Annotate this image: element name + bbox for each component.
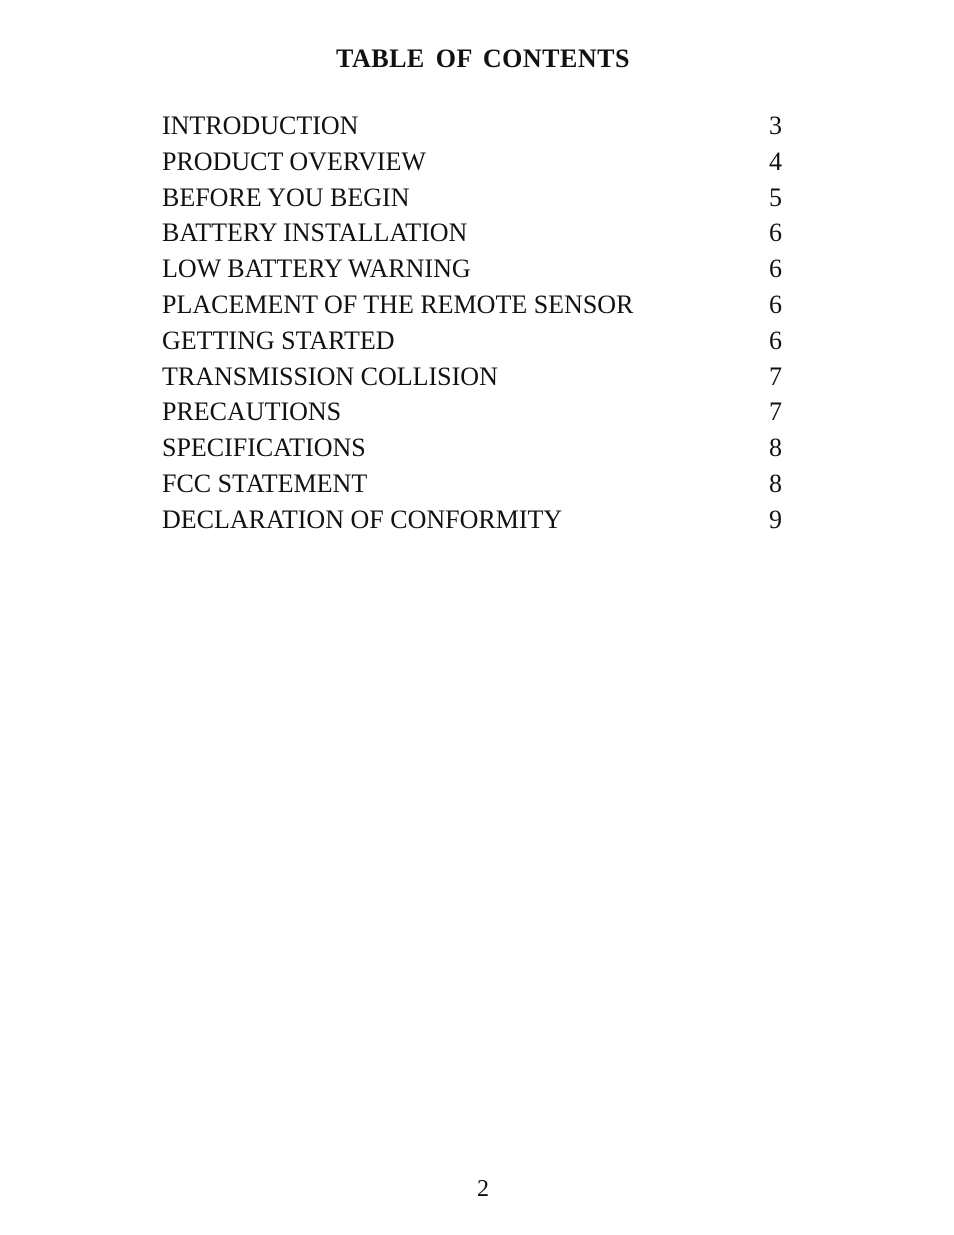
toc-entry-label: BEFORE YOU BEGIN [162,182,410,212]
page-title: TABLE OF CONTENTS [336,44,630,73]
toc-entry-label: DECLARATION OF CONFORMITY [162,504,563,534]
toc-entry-page: 8 [769,433,782,463]
toc-entry-label: SPECIFICATIONS [162,433,366,463]
toc-entry-page: 4 [769,146,782,176]
toc-entry-page: 7 [769,397,782,427]
toc-entry-specifications [162,430,782,466]
toc-entry-before-you-begin [162,180,782,216]
toc-entry-page: 6 [769,325,782,355]
toc-entry-label: PLACEMENT OF THE REMOTE SENSOR [162,289,634,319]
toc-entry-placement-of-the-remote-sensor [162,287,782,323]
toc-entry-introduction [162,108,782,144]
toc-entry-battery-installation [162,215,782,251]
toc-entry-page: 6 [769,289,782,319]
toc-entry-precautions [162,394,782,430]
toc-entry-label: BATTERY INSTALLATION [162,218,468,248]
toc-entry-page: 8 [769,468,782,498]
toc-entry-transmission-collision [162,359,782,395]
toc-entry-label: INTRODUCTION [162,111,359,140]
toc-entry-page: 7 [769,361,782,391]
toc-entry-label: PRECAUTIONS [162,397,342,427]
page-number: 2 [477,1176,489,1202]
toc-entry-page: 6 [769,218,782,248]
table-of-contents [162,108,782,538]
toc-entry-page: 3 [769,111,782,140]
toc-entry-label: LOW BATTERY WARNING [162,254,471,284]
toc-entry-label: TRANSMISSION COLLISION [162,361,498,391]
toc-entry-declaration-of-conformity [162,502,782,538]
toc-entry-product-overview [162,144,782,180]
toc-entry-label: FCC STATEMENT [162,468,368,498]
toc-entry-page: 5 [769,182,782,212]
toc-entry-low-battery-warning [162,251,782,287]
toc-entry-page: 6 [769,254,782,284]
toc-entry-label: PRODUCT OVERVIEW [162,146,426,176]
toc-entry-page: 9 [769,504,782,534]
toc-entry-label: GETTING STARTED [162,325,395,355]
toc-entry-getting-started [162,323,782,359]
toc-entry-fcc-statement [162,466,782,502]
